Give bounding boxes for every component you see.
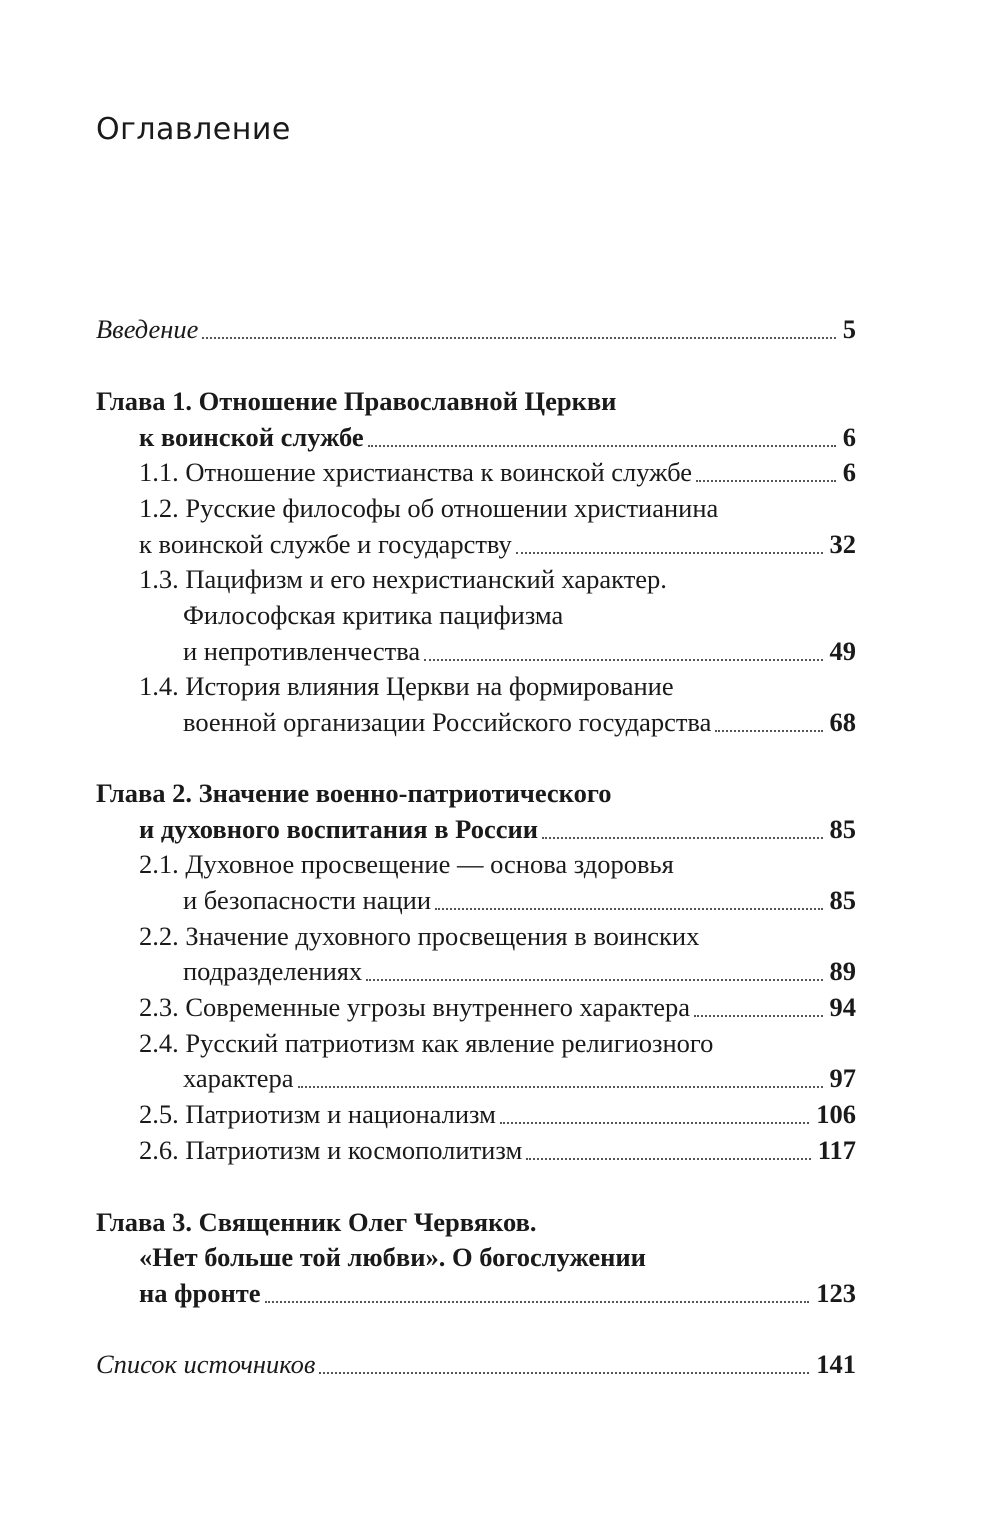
dot-leader: [526, 1158, 810, 1160]
dot-leader: [366, 979, 822, 981]
toc-entry-label: и безопасности нации: [183, 885, 432, 915]
toc-section-1-4-heading[interactable]: [139, 669, 856, 703]
toc-entry-label: «Нет больше той любви». О богослужении: [139, 1242, 646, 1272]
dot-leader: [319, 1372, 809, 1374]
toc-chapter-3-heading[interactable]: [96, 1205, 856, 1239]
page-number: 49: [829, 636, 856, 666]
toc-entry-label: Введение: [96, 314, 199, 344]
dot-leader: [424, 659, 822, 661]
toc-section-2-3[interactable]: [139, 990, 856, 1024]
toc-entry-label: Список источников: [96, 1349, 316, 1379]
toc-section-2-1-heading[interactable]: [139, 847, 856, 881]
toc-entry-label: военной организации Российского государства: [183, 707, 712, 737]
dot-leader: [696, 480, 836, 482]
toc-entry-label: 1.1. Отношение христианства к воинской службе: [139, 457, 693, 487]
toc-section-2-2-heading[interactable]: [139, 919, 856, 953]
page-number: 85: [829, 814, 856, 844]
toc-section-2-1[interactable]: [183, 883, 856, 917]
toc-section-1-3[interactable]: [183, 634, 856, 668]
toc-entry-label: 1.4. История влияния Церкви на формирование: [139, 671, 674, 701]
toc-section-1-3-line-2[interactable]: [183, 598, 856, 632]
toc-section-2-5[interactable]: [139, 1097, 856, 1131]
toc-section-1-1[interactable]: [139, 455, 856, 489]
toc-section-1-2[interactable]: [139, 527, 856, 561]
toc-entry-label: и непротивленчества: [183, 636, 421, 666]
toc-entry-label: подразделениях: [183, 956, 363, 986]
toc-entry-label: Глава 2. Значение военно-патриотического: [96, 778, 612, 808]
toc-entry-intro[interactable]: [96, 312, 856, 346]
dot-leader: [435, 908, 822, 910]
toc-section-2-4-heading[interactable]: [139, 1026, 856, 1060]
dot-leader: [542, 837, 822, 839]
toc-chapter-2[interactable]: [139, 812, 856, 846]
page-number: 85: [829, 885, 856, 915]
dot-leader: [516, 552, 823, 554]
toc-entry-label: Философская критика пацифизма: [183, 600, 564, 630]
toc-chapter-3-line-2[interactable]: [139, 1240, 856, 1274]
toc-section-1-3-heading[interactable]: [139, 562, 856, 596]
toc-chapter-1-heading[interactable]: [96, 384, 856, 418]
page-number: 97: [829, 1063, 856, 1093]
page-number: 32: [829, 529, 856, 559]
dot-leader: [500, 1122, 809, 1124]
toc-entry-label: 2.4. Русский патриотизм как явление религиозного: [139, 1028, 714, 1058]
page-number: 6: [842, 422, 856, 452]
toc-entry-label: 1.2. Русские философы об отношении христианина: [139, 493, 719, 523]
page-number: 94: [829, 992, 856, 1022]
toc-entry-label: 2.2. Значение духовного просвещения в воинских: [139, 921, 700, 951]
toc-section-1-2-heading[interactable]: [139, 491, 856, 525]
dot-leader: [715, 730, 822, 732]
toc-entry-label: Глава 1. Отношение Православной Церкви: [96, 386, 617, 416]
toc-entry-label: на фронте: [139, 1278, 261, 1308]
dot-leader: [202, 337, 835, 339]
toc-entry-label: к воинской службе: [139, 422, 364, 452]
toc-section-2-2[interactable]: [183, 954, 856, 988]
toc-section-1-4[interactable]: [183, 705, 856, 739]
toc-chapter-2-heading[interactable]: [96, 776, 856, 810]
page-number: 117: [817, 1135, 856, 1165]
page-number: 5: [842, 314, 856, 344]
toc-section-2-4[interactable]: [183, 1061, 856, 1095]
toc-entry-label: Глава 3. Священник Олег Червяков.: [96, 1207, 537, 1237]
dot-leader: [368, 445, 836, 447]
toc-entry-label: 2.5. Патриотизм и национализм: [139, 1099, 496, 1129]
dot-leader: [265, 1301, 810, 1303]
page-number: 141: [816, 1349, 856, 1379]
toc-entry-label: 1.3. Пацифизм и его нехристианский характер.: [139, 564, 667, 594]
toc-entry-label: 2.6. Патриотизм и космополитизм: [139, 1135, 523, 1165]
toc-chapter-1[interactable]: [139, 420, 856, 454]
page-number: 68: [829, 707, 856, 737]
toc-entry-label: характера: [183, 1063, 294, 1093]
page-number: 89: [829, 956, 856, 986]
toc-chapter-3[interactable]: [139, 1276, 856, 1310]
toc-entry-label: и духовного воспитания в России: [139, 814, 539, 844]
page-title: Оглавление: [96, 112, 291, 147]
dot-leader: [694, 1015, 822, 1017]
toc-entry-sources[interactable]: [96, 1347, 856, 1381]
dot-leader: [298, 1086, 823, 1088]
toc-entry-label: 2.3. Современные угрозы внутреннего характера: [139, 992, 691, 1022]
page-number: 6: [842, 457, 856, 487]
page-number: 106: [816, 1099, 856, 1129]
toc-entry-label: 2.1. Духовное просвещение — основа здоровья: [139, 849, 674, 879]
page-number: 123: [816, 1278, 856, 1308]
toc-section-2-6[interactable]: [139, 1133, 856, 1167]
toc-entry-label: к воинской службе и государству: [139, 529, 512, 559]
